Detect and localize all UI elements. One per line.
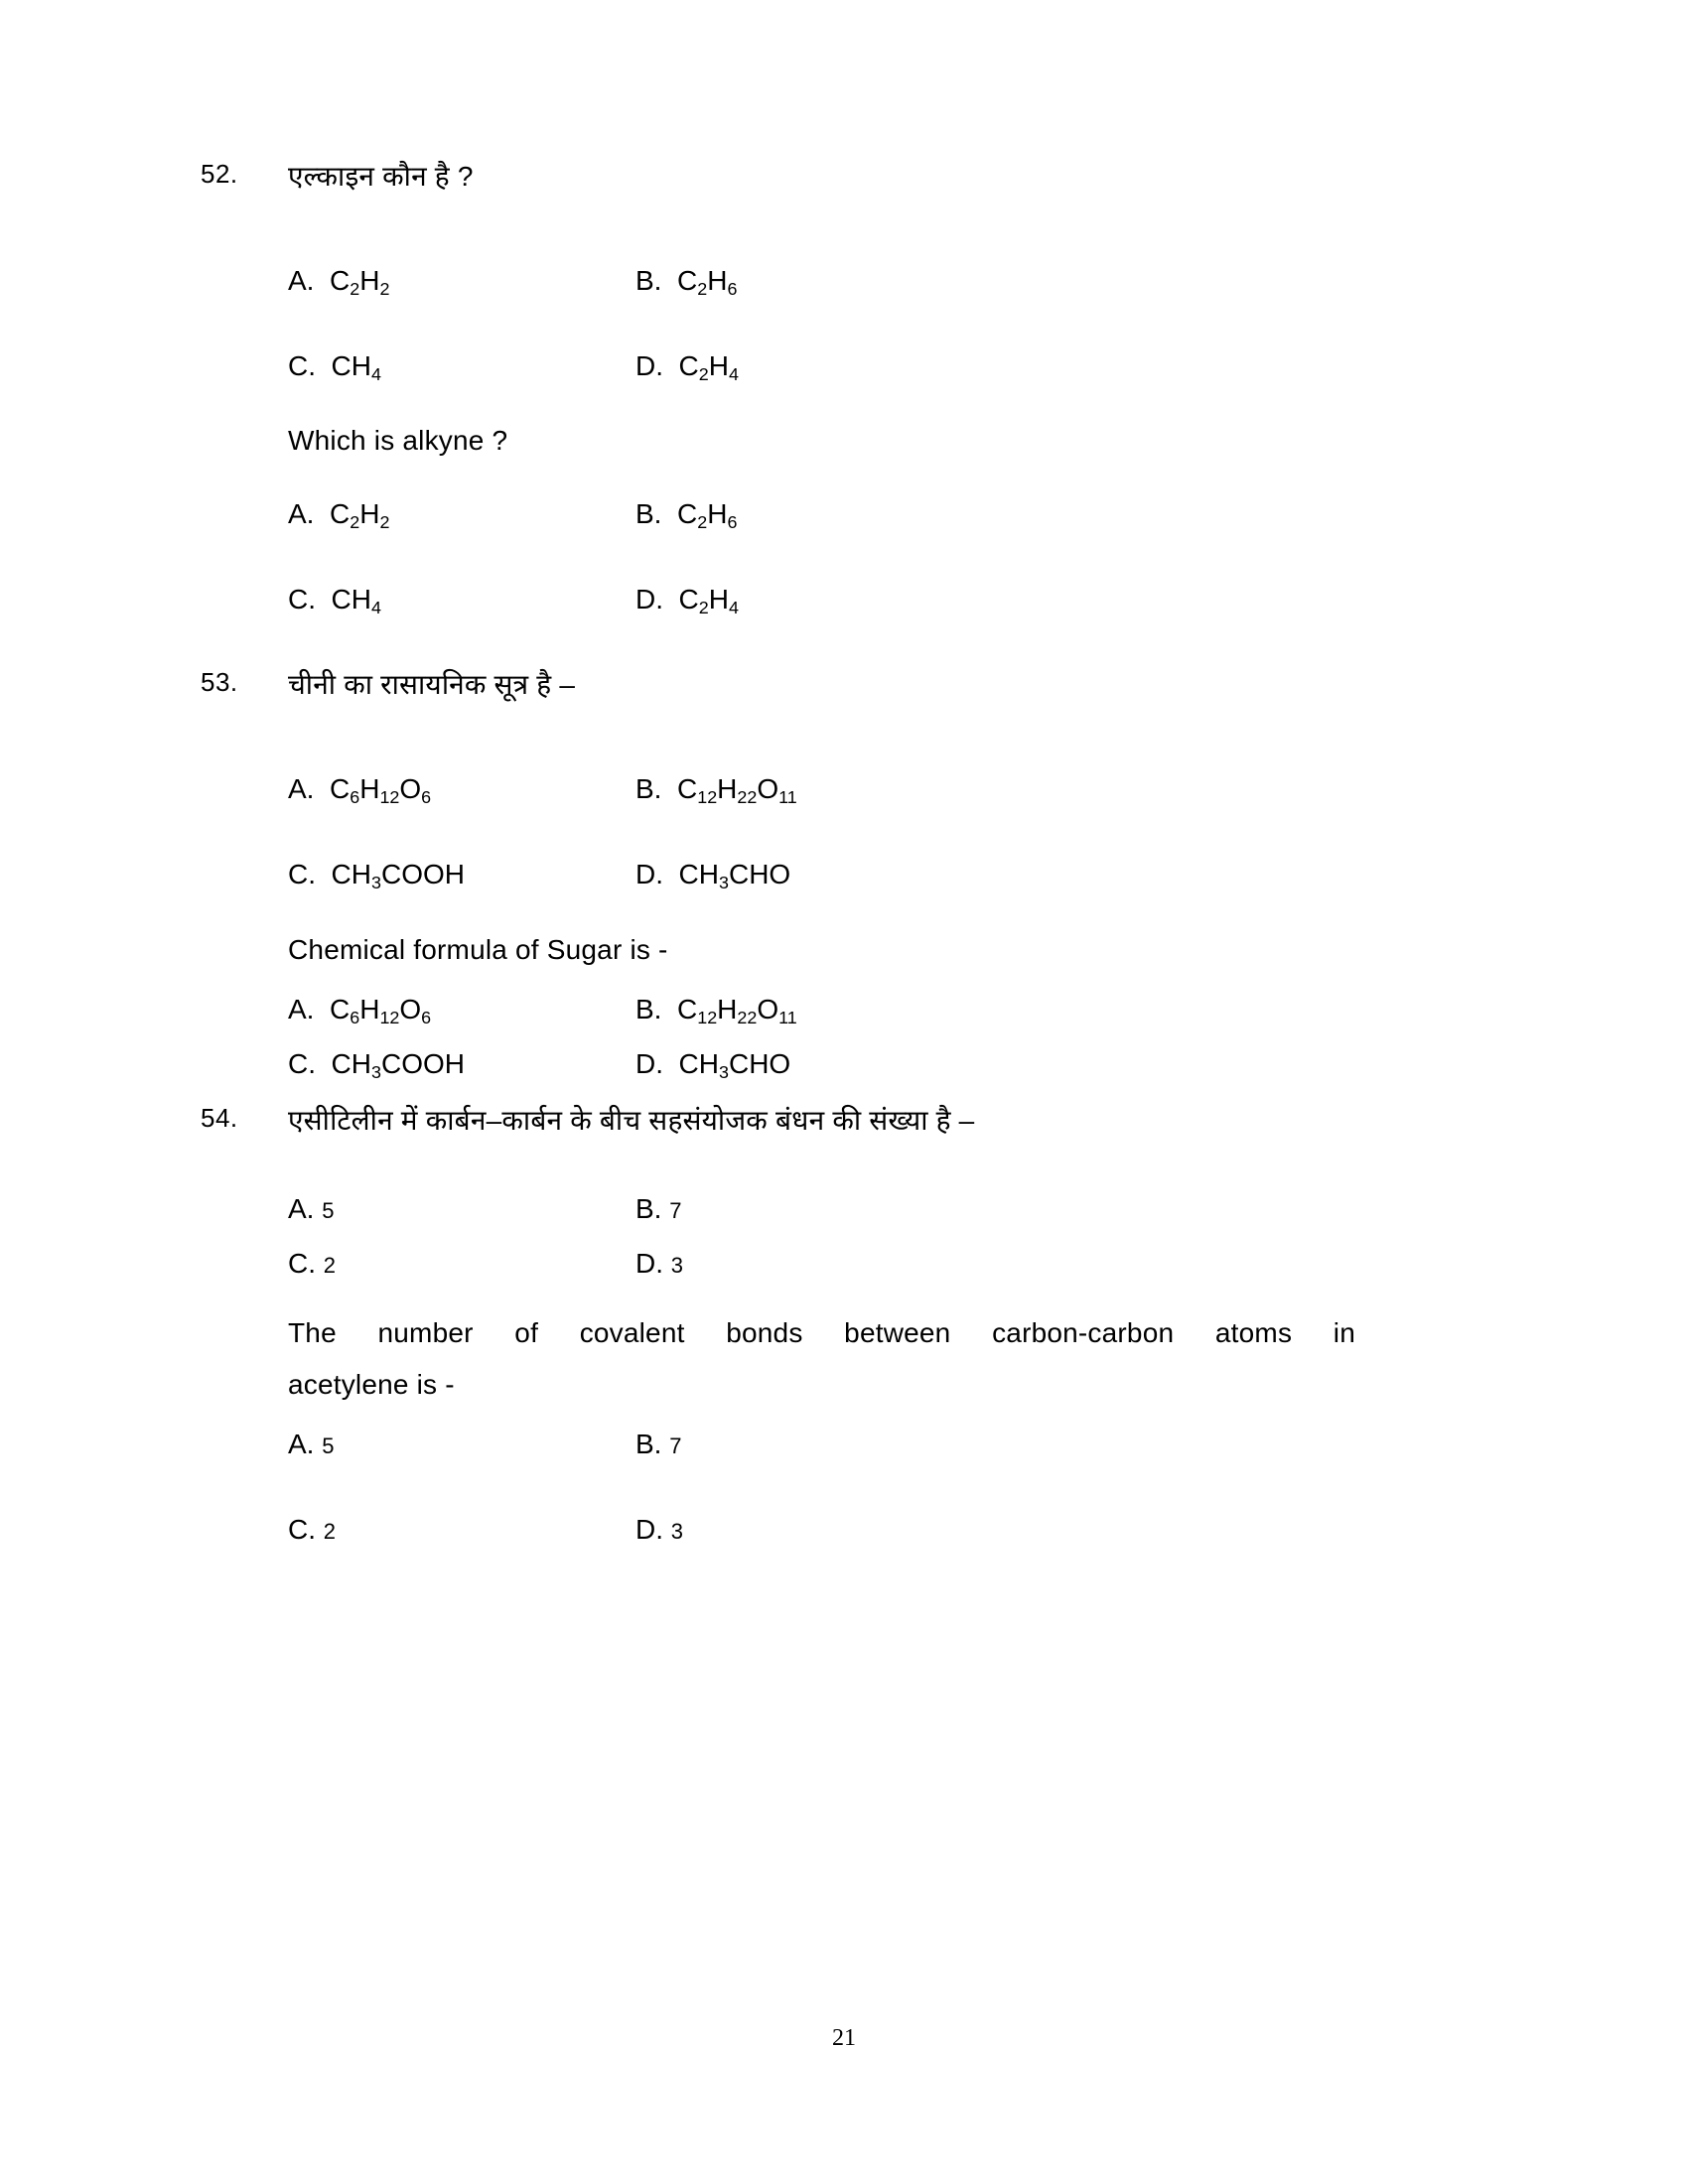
- question-54-text-english-line1: The number of covalent bonds between carbon-carbon atoms in: [288, 1316, 1355, 1348]
- page-number: 21: [832, 2025, 856, 2051]
- option-label: D.: [635, 1513, 663, 1545]
- option-52-en-d[interactable]: D. $C_2H_4$: [635, 583, 739, 617]
- spacer: [288, 1302, 1489, 1312]
- option-value: 2: [323, 1253, 337, 1279]
- question-54-header: [201, 1102, 1489, 1157]
- option-label: A.: [288, 993, 315, 1024]
- option-52-en-b[interactable]: B. $C_2H_6$: [635, 498, 738, 533]
- spacer: [288, 212, 1489, 264]
- option-label: D.: [635, 349, 663, 381]
- question-53-text-hindi: चीनी का रासायनिक सूत्र है –: [288, 669, 576, 701]
- spacer: [288, 971, 1489, 993]
- option-label: A.: [288, 773, 315, 805]
- question-52-text-english: Which is alkyne ?: [288, 425, 508, 457]
- question-52-text-hindi: एल्काइन कौन है ?: [288, 161, 474, 192]
- option-label: B.: [635, 265, 662, 296]
- option-52-hi-a[interactable]: A. $C_2H_2$: [288, 265, 390, 300]
- option-label: B.: [635, 498, 662, 530]
- option-value: 3: [670, 1253, 684, 1279]
- option-value: 2: [323, 1518, 337, 1544]
- option-53-hi-c[interactable]: C. $CH_3COOH$: [288, 858, 465, 892]
- option-label: B.: [635, 773, 662, 805]
- spacer: [288, 721, 1489, 772]
- question-53-header: [201, 667, 1489, 721]
- option-value: 7: [669, 1433, 682, 1458]
- option-label: A.: [288, 498, 315, 530]
- option-row: [288, 772, 1489, 806]
- question-54-text-english-line2: acetylene is -: [288, 1368, 455, 1400]
- option-52-hi-c[interactable]: C. $CH_4$: [288, 349, 381, 384]
- question-54-number: 54.: [201, 1102, 238, 1133]
- option-54-hi-d[interactable]: [635, 1247, 1033, 1281]
- question-52: [201, 159, 1489, 617]
- spacer: [288, 462, 1489, 497]
- option-label: D.: [635, 1248, 663, 1280]
- option-54-en-a[interactable]: [288, 1428, 635, 1461]
- question-53-text-english: Chemical formula of Sugar is -: [288, 933, 668, 965]
- option-label: A.: [288, 1192, 315, 1224]
- option-54-en-b[interactable]: [635, 1428, 1033, 1461]
- option-53-hi-d[interactable]: D. $CH_3CHO$: [635, 858, 791, 892]
- option-52-hi-b[interactable]: B. $C_2H_6$: [635, 265, 738, 300]
- question-54-options-english: [288, 1428, 1489, 1546]
- option-53-en-d[interactable]: D. $CH_3CHO$: [635, 1048, 791, 1083]
- question-53-number: 53.: [201, 667, 238, 698]
- option-label: B.: [635, 993, 662, 1024]
- spacer: [288, 1406, 1489, 1428]
- question-54: [201, 1102, 1489, 1546]
- option-53-en-a[interactable]: A. $C_6H_{12}O_6$: [288, 993, 432, 1027]
- question-52-options-hindi: [288, 264, 1489, 382]
- option-row: [288, 1513, 1489, 1547]
- option-54-en-d[interactable]: [635, 1513, 1033, 1547]
- option-label: C.: [288, 1513, 316, 1545]
- option-54-hi-b[interactable]: [635, 1192, 1033, 1226]
- option-row: [288, 264, 1489, 298]
- option-row: [288, 858, 1489, 891]
- option-53-en-c[interactable]: C. $CH_3COOH$: [288, 1048, 465, 1083]
- option-row: [288, 993, 1489, 1026]
- option-label: C.: [288, 1048, 316, 1080]
- option-row: [288, 1428, 1489, 1461]
- question-list: [201, 159, 1489, 1546]
- option-53-hi-b[interactable]: B. $C_{12}H_{22}O_{11}$: [635, 773, 797, 808]
- question-52-options-english: [288, 497, 1489, 615]
- question-52-number: 52.: [201, 159, 238, 189]
- option-53-en-b[interactable]: B. $C_{12}H_{22}O_{11}$: [635, 993, 797, 1027]
- option-row: [288, 1192, 1489, 1226]
- option-52-hi-d[interactable]: D. $C_2H_4$: [635, 349, 739, 384]
- option-row: [288, 583, 1489, 616]
- spacer: [288, 1157, 1489, 1192]
- option-value: 5: [322, 1433, 335, 1458]
- option-label: C.: [288, 1248, 316, 1280]
- option-value: 3: [670, 1518, 684, 1544]
- option-row: [288, 1047, 1489, 1081]
- option-label: B.: [635, 1428, 662, 1459]
- option-row: [288, 1247, 1489, 1281]
- option-54-en-c[interactable]: [288, 1513, 635, 1547]
- option-54-hi-c[interactable]: [288, 1247, 635, 1281]
- option-row: [288, 349, 1489, 383]
- question-52-header: [201, 159, 1489, 212]
- question-54-options-hindi: [288, 1192, 1489, 1281]
- option-label: D.: [635, 583, 663, 614]
- option-54-hi-a[interactable]: [288, 1192, 635, 1226]
- option-value: 5: [322, 1197, 335, 1223]
- question-53-options-english: [288, 993, 1489, 1081]
- option-label: D.: [635, 1048, 663, 1080]
- question-53: [201, 667, 1489, 1083]
- option-value: 7: [669, 1197, 682, 1223]
- option-label: C.: [288, 583, 316, 614]
- option-53-hi-a[interactable]: A. $C_6H_{12}O_6$: [288, 773, 432, 808]
- option-label: A.: [288, 1428, 315, 1459]
- option-label: A.: [288, 265, 315, 296]
- option-52-en-c[interactable]: C. $CH_4$: [288, 583, 381, 617]
- option-label: B.: [635, 1192, 662, 1224]
- option-row: [288, 497, 1489, 531]
- option-52-en-a[interactable]: A. $C_2H_2$: [288, 498, 390, 533]
- option-label: D.: [635, 858, 663, 889]
- spacer: [288, 1354, 1489, 1364]
- option-label: C.: [288, 858, 316, 889]
- question-53-options-hindi: [288, 772, 1489, 890]
- option-label: C.: [288, 349, 316, 381]
- question-54-text-hindi: एसीटिलीन में कार्बन–कार्बन के बीच सहसंयोजक बंधन की संख्या है –: [288, 1104, 975, 1136]
